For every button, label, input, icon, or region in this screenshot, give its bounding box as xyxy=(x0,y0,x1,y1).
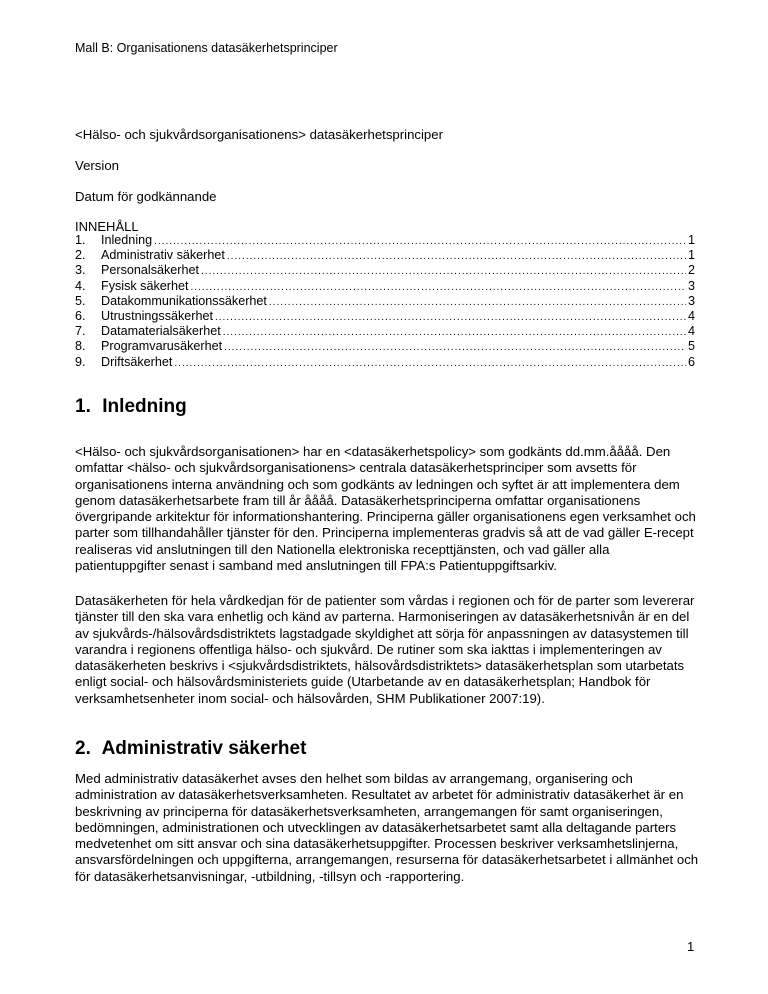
toc-entry-page: 4 xyxy=(687,308,695,323)
toc-leader-dots xyxy=(174,356,686,371)
section-title: Administrativ säkerhet xyxy=(101,738,307,759)
toc-entry-label: Utrustningssäkerhet xyxy=(101,308,213,323)
toc-entry-number: 7. xyxy=(75,324,86,339)
toc-entry[interactable] xyxy=(75,263,695,278)
toc-entry-number: 1. xyxy=(75,233,86,247)
toc-leader-dots xyxy=(190,280,686,295)
toc-leader-dots xyxy=(223,325,686,340)
toc-entry-label: Personalsäkerhet xyxy=(101,263,200,278)
toc-entry[interactable] xyxy=(75,294,695,309)
toc-entry-label: Programvarusäkerhet xyxy=(101,339,223,354)
toc-entry-number: 8. xyxy=(75,339,86,354)
document-title: <Hälso- och sjukvårdsorganisationens> datasäkerhetsprinciper xyxy=(75,127,443,142)
toc-entry-page: 3 xyxy=(687,293,695,308)
toc-leader-dots xyxy=(215,310,686,325)
toc-entry-number: 2. xyxy=(75,248,86,263)
section-number: 2. xyxy=(75,738,91,759)
section-paragraph: Datasäkerheten för hela vårdkedjan för de patienter som vårdas i regionen och för de parter som levererar tjänster till den ska vara enhetlig och känd av parterna. Harmoniseringen av datasäkerhetsnivån är en del av sjukvårds-/hälsovårdsdistriktets lagstadgade skyldighet att sörja för anpassningen av datasystemen till varandra i regionens offentliga hälso- och sjukvård. De rutiner som ska iakttas i implementeringen av datasäkerheten beskrivs i <sjukvårdsdistriktets, hälsovårdsdistriktets> datasäkerhetsplan som utarbetats enligt social- och hälsovårdsministeriets guide (Utarbetande av en datasäkerhetsplan; Handbok för verksamhetsenheter inom social- och hälsovården, SHM Publikationer 2007:19). xyxy=(75,593,695,706)
page-number: 1 xyxy=(687,939,695,954)
approval-date-label: Datum för godkännande xyxy=(75,189,217,204)
section-heading-administrativ-sakerhet xyxy=(75,738,306,760)
page-header: Mall B: Organisationens datasäkerhetsprinciper xyxy=(75,41,338,55)
toc-entry-label: Datamaterialsäkerhet xyxy=(101,324,221,339)
toc-entry-label: Datakommunikationssäkerhet xyxy=(101,293,267,308)
toc-heading: INNEHÅLL xyxy=(75,219,139,234)
toc-entry[interactable] xyxy=(75,309,695,324)
toc-entry-number: 9. xyxy=(75,354,86,369)
toc-entry-page: 6 xyxy=(687,354,695,369)
toc-entry-label: Administrativ säkerhet xyxy=(101,248,225,263)
toc-entry-page: 3 xyxy=(687,278,695,293)
toc-leader-dots xyxy=(201,264,686,279)
toc-entry-label: Fysisk säkerhet xyxy=(101,278,189,293)
section-number: 1. xyxy=(75,396,91,417)
toc-entry-page: 1 xyxy=(687,233,695,247)
section-title: Inledning xyxy=(102,396,187,417)
toc-entry-page: 1 xyxy=(687,248,695,263)
toc-entry[interactable] xyxy=(75,233,695,248)
toc-entry[interactable] xyxy=(75,248,695,263)
section-paragraph: <Hälso- och sjukvårdsorganisationen> har en <datasäkerhetspolicy> som godkänts dd.mm.åååå. Den omfattar <hälso- och sjukvårdsorganisationens> centrala datasäkerhetsprinciper som avsetts för organisationens interna användning och som godkänts av ledningen och syftet är att implementera dem genom datasäkerhetsarbete fram till år åååå. Datasäkerhetsprinciperna omfattar organisationens övergripande arkitektur för informationshantering. Principerna gäller organisationens egen verksamhet och parter som tillhandahåller tjänster för den. Principerna implementeras gradvis så att de vad gäller E-recept realiseras vid anslutningen till den Nationella elektroniska recepttjänsten, och vad gäller alla patientuppgifter senast i samband med anslutningen till FPA:s Patientuppgiftsarkiv. xyxy=(75,444,696,574)
toc-entry-page: 2 xyxy=(687,263,695,278)
section-paragraph: Med administrativ datasäkerhet avses den helhet som bildas av arrangemang, organisering och administration av datasäkerhetsverksamheten. Resultatet av arbetet för administrativ datasäkerhet är en beskrivning av principerna för datasäkerhetsverksamheten, arrangemangen för samt organiseringen, bedömningen, administrationen och utvecklingen av datasäkerhetsarbetet samt alla deltagande parters medvetenhet om sitt ansvar och sina datasäkerhetsuppgifter. Processen beskriver verksamhetslinjerna, ansvarsfördelningen och uppgifterna, arrangemangen, resurserna för datasäkerhetsarbetet i allmänhet och för datasäkerhetsanvisningar, -utbildning, -tillsyn och -rapportering. xyxy=(75,771,699,884)
toc-entry-number: 6. xyxy=(75,308,86,323)
toc-entry[interactable] xyxy=(75,355,695,370)
toc-entry-label: Driftsäkerhet xyxy=(101,354,173,369)
toc-entry[interactable] xyxy=(75,324,695,339)
toc-entry-number: 4. xyxy=(75,278,86,293)
toc-leader-dots xyxy=(154,234,686,249)
section-heading-inledning xyxy=(75,396,187,418)
toc-leader-dots xyxy=(227,249,686,264)
toc-entry-label: Inledning xyxy=(101,233,153,247)
toc-entry[interactable] xyxy=(75,339,695,354)
toc-leader-dots xyxy=(269,295,686,310)
toc-entry-page: 4 xyxy=(687,324,695,339)
toc-entry-number: 3. xyxy=(75,263,86,278)
toc-entry[interactable] xyxy=(75,279,695,294)
toc-entry-number: 5. xyxy=(75,293,86,308)
table-of-contents xyxy=(75,233,695,370)
toc-entry-page: 5 xyxy=(687,339,695,354)
version-label: Version xyxy=(75,158,119,173)
toc-leader-dots xyxy=(224,340,686,355)
